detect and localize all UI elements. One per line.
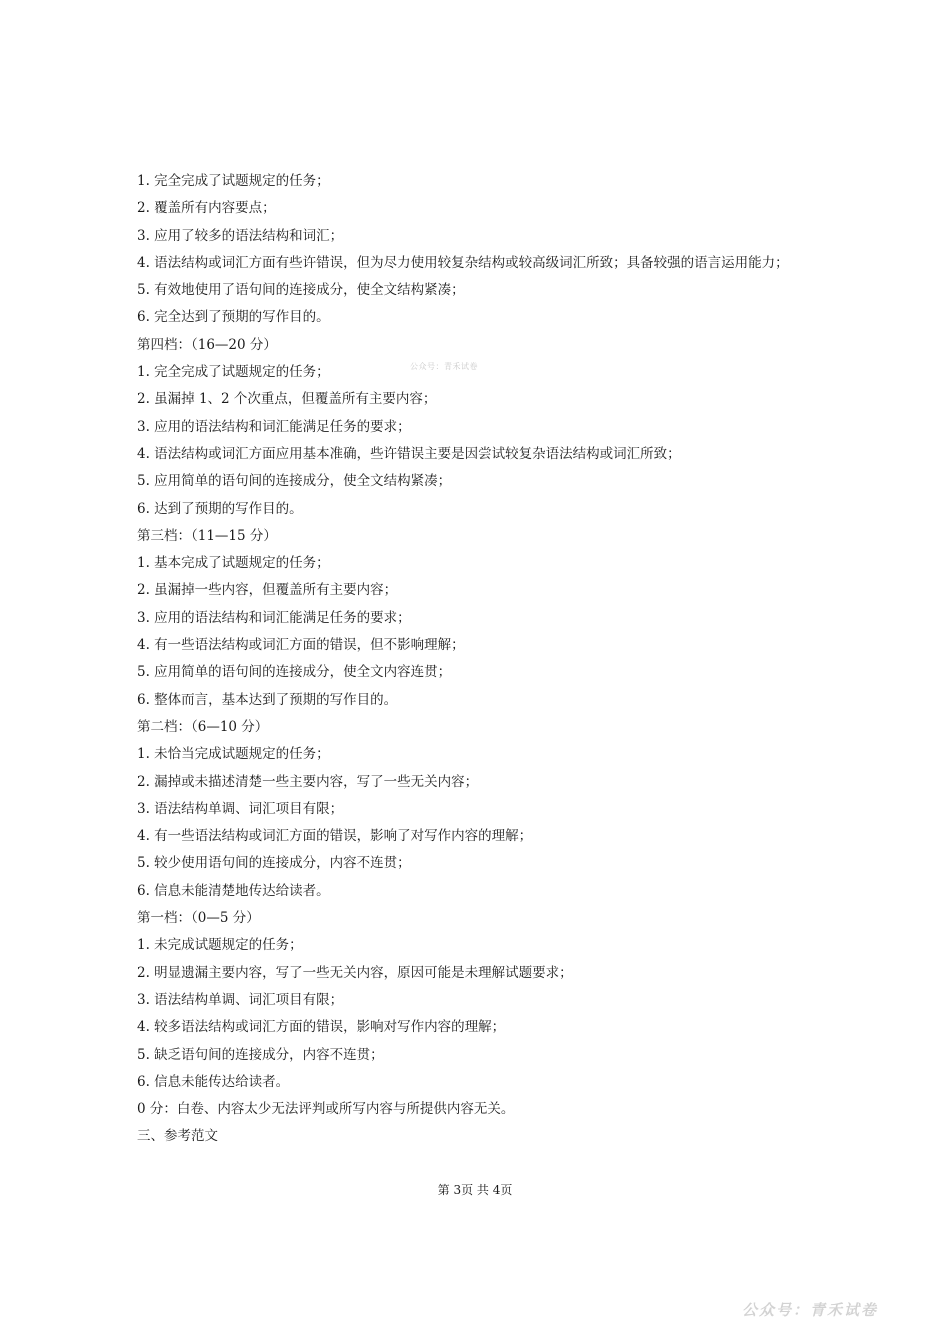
text-line: 4. 较多语法结构或词汇方面的错误，影响对写作内容的理解； (137, 1019, 506, 1036)
text-line: 5. 有效地使用了语句间的连接成分，使全文结构紧凑； (137, 282, 465, 299)
text-line: 2. 覆盖所有内容要点； (137, 200, 276, 217)
section-heading: 三、参考范文 (137, 1128, 218, 1145)
text-line: 1. 完全完成了试题规定的任务； (137, 364, 330, 381)
text-line: 5. 应用简单的语句间的连接成分，使全文结构紧凑； (137, 473, 452, 490)
text-line: 3. 应用了较多的语法结构和词汇； (137, 227, 344, 244)
text-line: 6. 完全达到了预期的写作目的。 (137, 309, 330, 326)
text-line: 5. 较少使用语句间的连接成分，内容不连贯； (137, 855, 411, 872)
text-line: 2. 漏掉或未描述清楚一些主要内容，写了一些无关内容； (137, 773, 479, 790)
watermark-text: 公众号：青禾试卷 (410, 362, 478, 371)
text-line: 6. 达到了预期的写作目的。 (137, 500, 303, 517)
text-line: 0 分：白卷、内容太少无法评判或所写内容与所提供内容无关。 (137, 1101, 515, 1118)
text-line: 1. 未完成试题规定的任务； (137, 937, 303, 954)
text-line: 4. 语法结构或词汇方面有些许错误，但为尽力使用较复杂结构或较高级词汇所致；具备较强的语言运用能力； (137, 254, 789, 271)
text-line: 4. 有一些语法结构或词汇方面的错误，影响了对写作内容的理解； (137, 828, 533, 845)
page-number-footer: 第 3页 共 4页 (437, 1183, 513, 1197)
section-heading: 第四档：（16—20 分） (137, 336, 277, 353)
corner-watermark: 公众号：青禾试卷 (742, 1301, 879, 1319)
text-line: 1. 未恰当完成试题规定的任务； (137, 746, 330, 763)
document-body (137, 168, 837, 1151)
section-heading: 第一档：（0—5 分） (137, 910, 260, 927)
text-line: 1. 基本完成了试题规定的任务； (137, 555, 330, 572)
text-line: 2. 虽漏掉一些内容，但覆盖所有主要内容； (137, 582, 398, 599)
section-heading: 第三档：（11—15 分） (137, 527, 277, 544)
text-line: 4. 语法结构或词汇方面应用基本准确，些许错误主要是因尝试较复杂语法结构或词汇所致； (137, 445, 681, 462)
text-line: 5. 应用简单的语句间的连接成分，使全文内容连贯； (137, 664, 452, 681)
text-line: 6. 信息未能传达给读者。 (137, 1073, 290, 1090)
text-line: 1. 完全完成了试题规定的任务； (137, 173, 330, 189)
text-line: 2. 明显遗漏主要内容，写了一些无关内容，原因可能是未理解试题要求； (137, 964, 573, 981)
text-line: 5. 缺乏语句间的连接成分，内容不连贯； (137, 1046, 384, 1063)
text-line: 2. 虽漏掉 1、2 个次重点，但覆盖所有主要内容； (137, 391, 437, 408)
text-line: 3. 语法结构单调、词汇项目有限； (137, 800, 344, 817)
text-line: 3. 语法结构单调、词汇项目有限； (137, 991, 344, 1008)
text-line: 4. 有一些语法结构或词汇方面的错误，但不影响理解； (137, 637, 465, 654)
section-heading: 第二档：（6—10 分） (137, 718, 269, 735)
text-line: 3. 应用的语法结构和词汇能满足任务的要求； (137, 609, 411, 626)
text-line: 3. 应用的语法结构和词汇能满足任务的要求； (137, 418, 411, 435)
text-line: 6. 整体而言，基本达到了预期的写作目的。 (137, 691, 398, 708)
text-line: 6. 信息未能清楚地传达给读者。 (137, 882, 330, 899)
